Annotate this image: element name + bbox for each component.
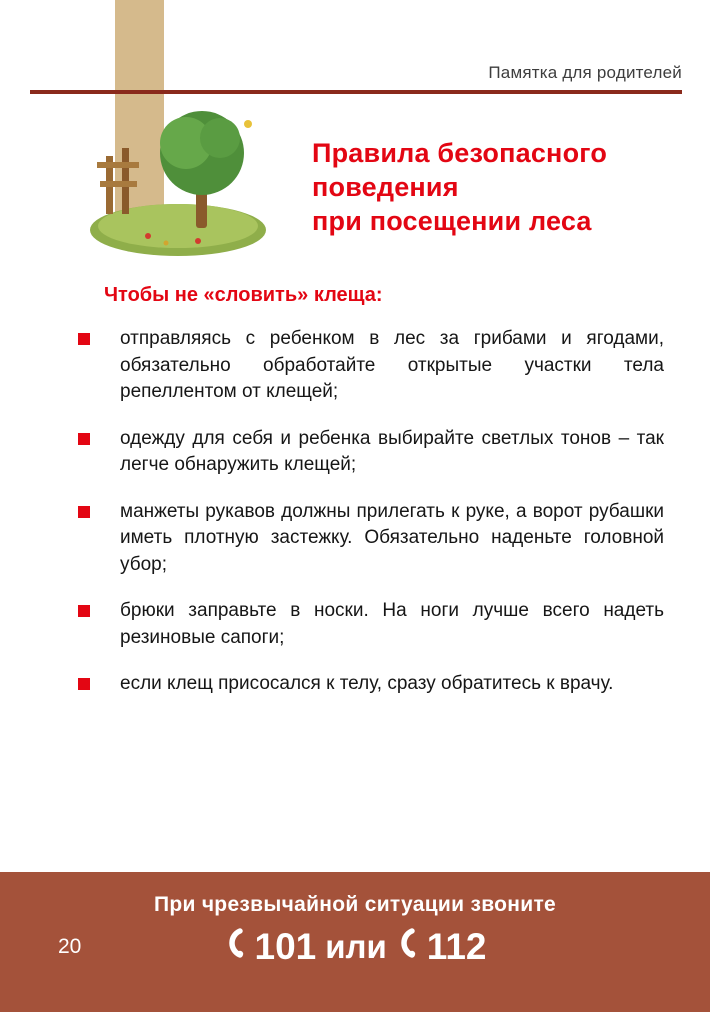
forest-illustration-svg: [78, 98, 268, 258]
list-item: [78, 671, 664, 698]
phone-number-first: 101: [254, 926, 317, 967]
list-item-text: брюки заправьте в носки. На ноги лучше всего надеть резиновые сапоги;: [120, 600, 664, 648]
page-title: [312, 136, 682, 238]
header-label: Памятка для родителей: [488, 63, 682, 82]
bullet-square-icon: [78, 433, 90, 445]
list-item: [78, 499, 664, 579]
phone-number-second: 112: [426, 926, 487, 967]
bullet-square-icon: [78, 605, 90, 617]
list-item-text: одежду для себя и ребенка выбирайте светлых тонов – так легче обнаружить клещей;: [120, 427, 664, 475]
page-number: 20: [58, 935, 82, 958]
bullet-square-icon: [78, 678, 90, 690]
page-title-line: поведения: [312, 172, 459, 202]
phone-icon: [224, 926, 244, 968]
page-title-line: при посещении леса: [312, 206, 592, 236]
emergency-numbers: [0, 926, 710, 968]
list-item-text: отправляясь с ребенком в лес за грибами и ягодами, обязательно обработайте открытые участки тела репеллентом от клещей;: [120, 328, 664, 402]
emergency-footer: [0, 872, 710, 1012]
list-item: [78, 598, 664, 651]
list-item: [78, 326, 664, 406]
emergency-notice: При чрезвычайной ситуации звоните: [153, 893, 557, 916]
bullet-list: [78, 326, 664, 718]
section-subtitle: Чтобы не «словить» клеща:: [104, 284, 383, 306]
phone-separator: или: [325, 928, 387, 965]
phone-icon: [396, 926, 416, 968]
forest-illustration: [78, 98, 268, 263]
page-title-line: Правила безопасного: [312, 138, 608, 168]
header-rule: [30, 90, 682, 94]
bullet-square-icon: [78, 506, 90, 518]
list-item-text: манжеты рукавов должны прилегать к руке, а ворот рубашки иметь плотную застежку. Обязательно наденьте головной убор;: [120, 500, 664, 575]
list-item-text: если клещ присосался к телу, сразу обратитесь к врачу.: [120, 673, 614, 694]
list-item: [78, 426, 664, 479]
bullet-square-icon: [78, 333, 90, 345]
